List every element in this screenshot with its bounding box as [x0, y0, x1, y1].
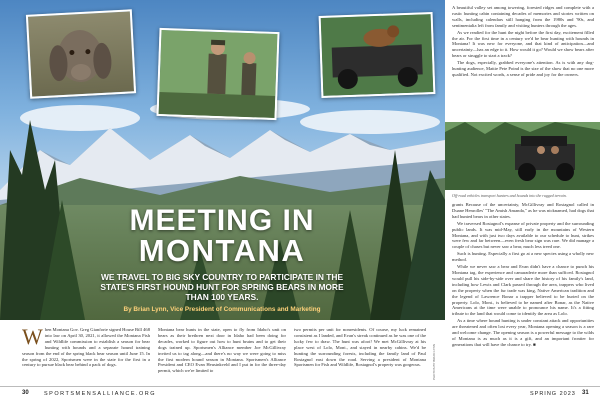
- paragraph: We traversed Rostagnol's expanse of private property and the surrounding public lands. It was mid-May, still early in the mountains of Western Montana, and with just two days available to our schedule to hunt, strikes were few and far between—even fresh bear sign was rare. We did manage a couple of chases but never saw a bear, much less treed one.: [452, 220, 594, 250]
- hound-on-vehicle-photo: [319, 12, 436, 98]
- body-text: hen Montana Gov. Greg Gianforte signed House Bill 468 into law on April 30, 2021, it allowed the Montana Fish and Wildlife commission to establish a season for bear hunting with hounds and a separate hound training season from the end of the spring black bear season until June 15. In the spring of 2022, Sportsmen were in the state for the first in a century to pursue black bear behind a pack of dogs.: [22, 327, 150, 368]
- paragraph: Such is hunting. Especially a first go at a new species using a wholly new method.: [452, 251, 594, 263]
- byline: By Brian Lynn, Vice President of Communications and Marketing: [123, 306, 321, 313]
- photo-credit: PHOTOS BY BRIAN LYNN: [432, 343, 436, 380]
- off-road-vehicle-photo: [445, 122, 600, 190]
- body-text: two permits per unit for nonresidents. Of course, my luck remained consistent as I landed, and Evan's streak continued as he was one of the lucky few to draw. The hunt was afoot! We met McGillivray at his place west of Lolo, Mont., and stayed in nearby cabins. We'd be hunting the surrounding forests, including the family land of Paul Rostagnol east down the road. Serving a president of Montana Sportsmen for Fish and Wildlife, Rostagnol's property was gorgeous.: [294, 327, 426, 368]
- body-column-3: [294, 327, 426, 368]
- site-url: SPORTSMENSALLIANCE.ORG: [44, 390, 157, 397]
- deck: WE TRAVEL TO BIG SKY COUNTRY TO PARTICIPATE IN THE STATE'S FIRST HOUND HUNT FOR SPRING BEARS IN MORE THAN 100 YEARS.: [100, 272, 344, 302]
- paragraph: grants Because of the uncertainty, McGillivray and Rostagnol called in Duane Henrolles' "The Amish Amanda," as he was nicknamed, had dogs that had hunted bears in other states.: [452, 202, 594, 219]
- footer-rule: [0, 386, 600, 387]
- paragraph: As we readied for the hunt the night before the first day, excitement filled the air. For the first time in a century we'd be bear hunting with hounds in Montana! It was new for everyone, and that kind of anticipation—and uncertainty—has an edge to it. How would it go? Would we show bears after bears or struggle to start a track?: [452, 29, 594, 59]
- paragraph: While we never saw a bear and Evan didn't have a chance to punch his Montana tag, the experience and camaraderie more than sufficed. Rostagnol would pull his side-by-side over and share the history of his family's land, including how Lewis and Clark passed through the area, trappers who lived on the property when the fur trade was king, Native American tradition and the legend of Lawrence Bonar a trapper believed to be buried on the property. Lolo, Mont., is believed to be named after Bonar, as the Native Americans at the time were unable to pronounce his name. It's a fitting tribute to the land that would come to identify the area as Lolo.: [452, 264, 594, 317]
- dog-portrait-photo: [26, 9, 136, 98]
- issue-label: SPRING 2023: [530, 390, 576, 397]
- body-column-1: [22, 324, 150, 368]
- hunters-forest-photo: [157, 28, 280, 120]
- drop-cap: W: [22, 324, 43, 349]
- page-number-right: 31: [582, 390, 589, 396]
- right-column-top: [452, 5, 594, 78]
- paragraph: As a time where hound hunting is under constant attack and opportunities are threatened and often lost every year, Montana opening a season is a rare and welcome change. The opening season is a powerful message to the wilds of Montana is as much as it is a gift, and an important frontier for generations that will have the chance to try. ■: [452, 318, 594, 347]
- right-column-bottom: [452, 202, 594, 348]
- photo-caption: Off-road vehicles transport hunters and hounds into the rugged terrain.: [452, 193, 567, 198]
- headline-block: [92, 206, 352, 313]
- body-column-2: [158, 327, 286, 374]
- headline-line-1: MEETING IN: [129, 204, 315, 237]
- page-number-left: 30: [22, 390, 29, 396]
- body-text: Montana bear hunts in the state, open to fly from Idaho's unit on bears as their brethren next door in Idaho had been doing for decades, worked to figure out how to hunt bruins and to get their dogs trained up. Sportsmen's Alliance member Joe McGillivray invited us to tag along—and there's no way we were going to miss the first modern hound season in Montana. Sportsmen's Alliance President and CEO Evan Heusinkveld and I put in for the three-day permit, which we're limited to: [158, 327, 286, 374]
- paragraph: A beautiful valley set among towering, forested ridges and complete with a rustic hunting cabin containing decades of memories and stories written on walls, including calendars still hanging from the 1980s and '90s, and sentimentalia left from family and visiting hunters through the ages.: [452, 5, 594, 28]
- headline-line-2: MONTANA: [138, 233, 306, 268]
- paragraph: The dogs, especially, grabbed everyone's attention. As is with any dog-hunting audience, Mattie Pete Poind is the size of the show that no one more qualified. Not excited words, a sense of pride and joy for the owners.: [452, 60, 594, 77]
